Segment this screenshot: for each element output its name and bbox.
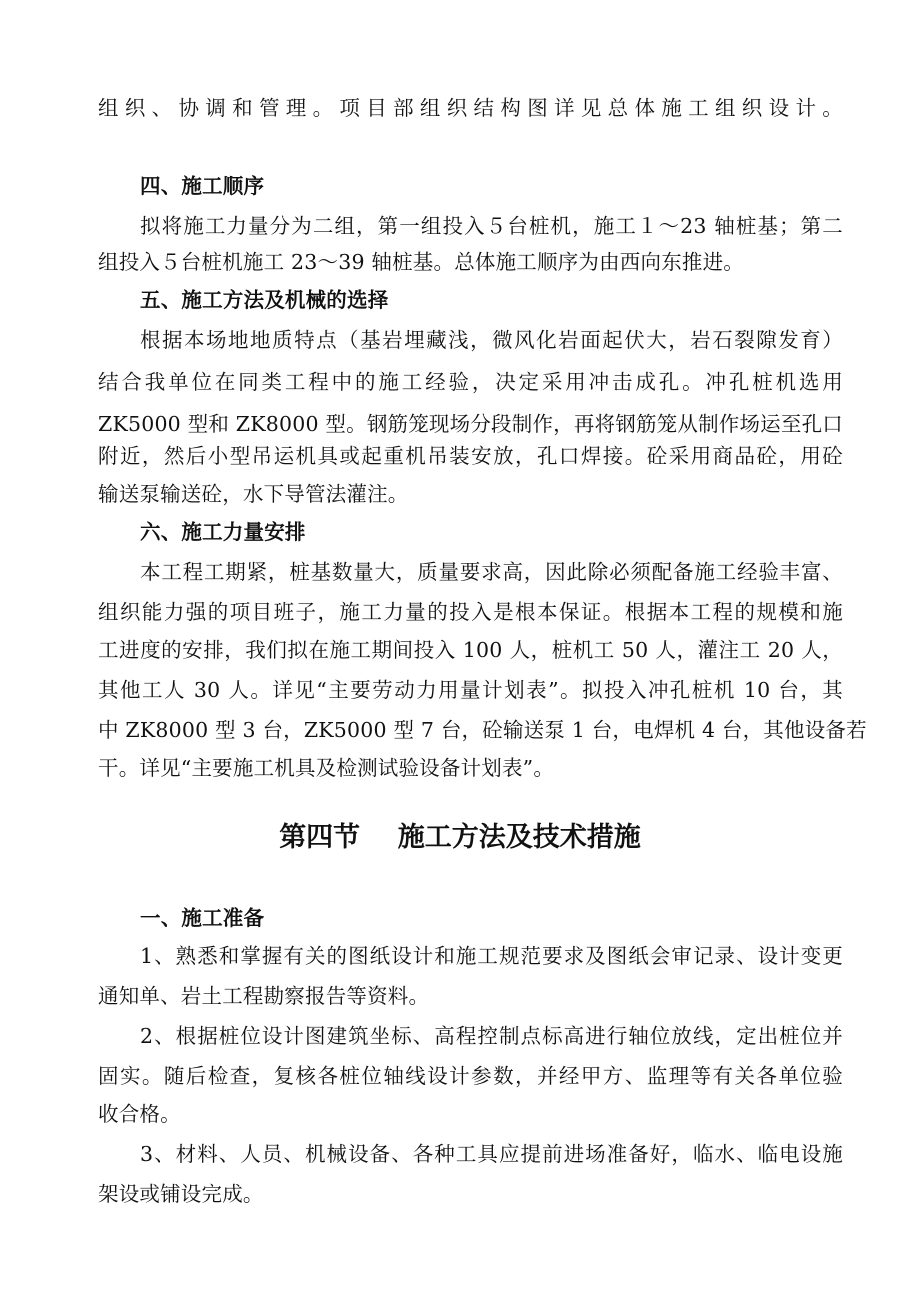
prep-line-3: 2、根据桩位设计图建筑坐标、高程控制点标高进行轴位放线，定出桩位并 — [140, 1024, 843, 1048]
section-4-line-2: 组投入５台桩机施工 23～39 轴桩基。总体施工顺序为由西向东推进。 — [98, 250, 745, 274]
section-6-line-1: 本工程工期紧，桩基数量大，质量要求高，因此除必须配备施工经验丰富、 — [140, 560, 843, 584]
section-6-line-2: 组织能力强的项目班子，施工力量的投入是根本保证。根据本工程的规模和施 — [98, 600, 843, 624]
intro-line: 组织、协调和管理。项目部组织结构图详见总体施工组织设计。 — [98, 96, 843, 120]
section-5-line-2: 结合我单位在同类工程中的施工经验，决定采用冲击成孔。冲孔桩机选用 — [98, 370, 843, 394]
chapter-title: 第四节 施工方法及技术措施 — [279, 822, 641, 853]
section-6-heading: 六、施工力量安排 — [140, 520, 306, 544]
prep-line-1: 1、熟悉和掌握有关的图纸设计和施工规范要求及图纸会审记录、设计变更 — [140, 944, 843, 968]
prep-line-4: 固实。随后检查，复核各桩位轴线设计参数，并经甲方、监理等有关各单位验 — [98, 1064, 843, 1088]
section-6-line-5: 中 ZK8000 型 3 台，ZK5000 型 7 台，砼输送泵 1 台，电焊机 4 台，其他设备若 — [98, 718, 867, 742]
section-5-line-1: 根据本场地地质特点（基岩埋藏浅，微风化岩面起伏大，岩石裂隙发育） — [140, 328, 843, 352]
section-5-line-5: 输送泵输送砼，水下导管法灌注。 — [98, 482, 409, 506]
section-6-line-4: 其他工人 30 人。详见“主要劳动力用量计划表”。拟投入冲孔桩机 10 台，其 — [98, 678, 843, 702]
section-6-line-3: 工进度的安排，我们拟在施工期间投入 100 人，桩机工 50 人，灌注工 20 人， — [98, 638, 843, 662]
prep-line-5: 收合格。 — [98, 1102, 181, 1126]
prep-line-2: 通知单、岩土工程勘察报告等资料。 — [98, 984, 430, 1008]
prep-heading: 一、施工准备 — [140, 906, 265, 930]
section-5-line-3: ZK5000 型和 ZK8000 型。钢筋笼现场分段制作，再将钢筋笼从制作场运至孔口 — [98, 412, 843, 436]
prep-line-7: 架设或铺设完成。 — [98, 1182, 264, 1206]
prep-line-6: 3、材料、人员、机械设备、各种工具应提前进场准备好，临水、临电设施 — [140, 1142, 843, 1166]
section-5-line-4: 附近，然后小型吊运机具或起重机吊装安放，孔口焊接。砼采用商品砼，用砼 — [98, 444, 843, 468]
section-5-heading: 五、施工方法及机械的选择 — [140, 288, 389, 312]
section-6-line-6: 干。详见“主要施工机具及检测试验设备计划表”。 — [98, 756, 555, 780]
section-4-line-1: 拟将施工力量分为二组，第一组投入５台桩机，施工１～23 轴桩基；第二 — [140, 214, 843, 238]
section-4-heading: 四、施工顺序 — [140, 174, 265, 198]
